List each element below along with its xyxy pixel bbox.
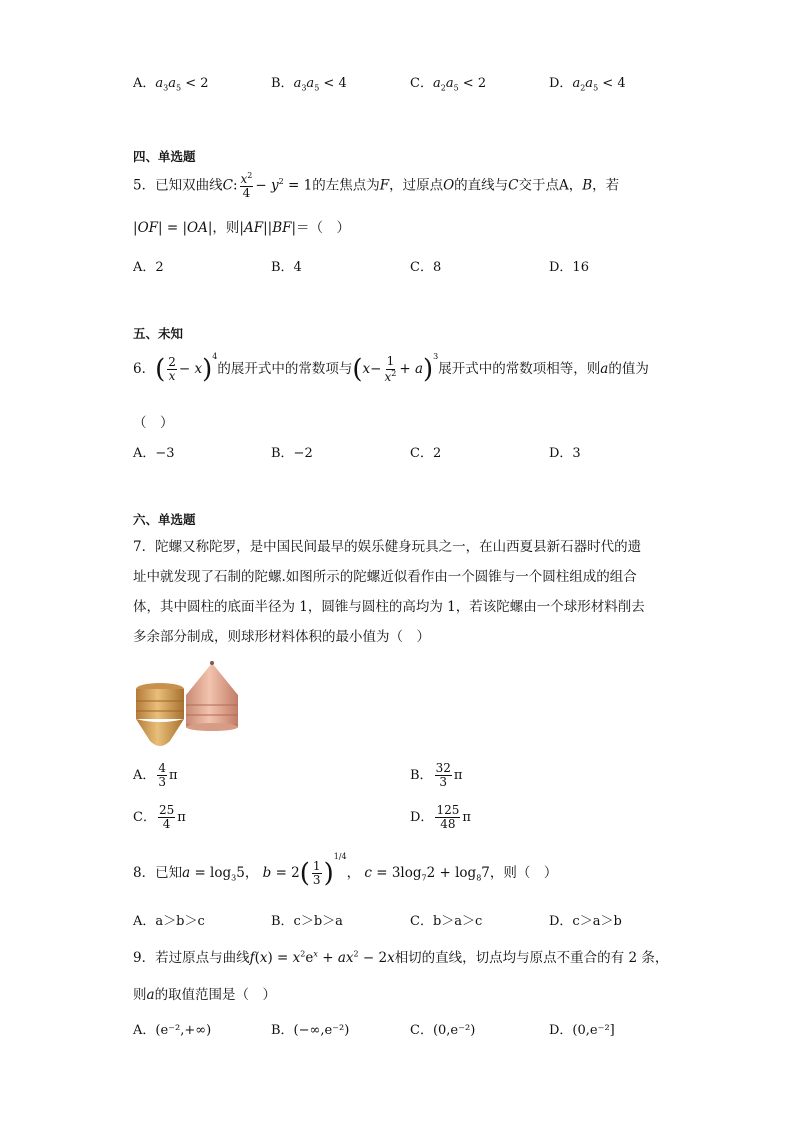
- section-title-5: 五、未知: [133, 326, 184, 341]
- q7-option-d: D． $\frac{125}{48}$ π: [410, 803, 471, 832]
- q4-option-b: B．$a_3a_5 < 4$: [271, 76, 347, 93]
- section-title-6: 六、单选题: [133, 512, 196, 527]
- question-6-line-1: 6．( $\frac{2}{x}$ − x)$^4$的展开式中的常数项与(x− $\frac{1}{x^2}$ + a)$^3$展开式中的常数项相等，则a的值为: [133, 352, 649, 385]
- q9-option-a: A．(e⁻²,+∞): [133, 1023, 212, 1038]
- question-7-line-1: 7．陀螺又称陀罗，是中国民间最早的娱乐健身玩具之一，在山西夏县新石器时代的遗: [133, 539, 642, 555]
- q8-option-d: D．c＞a＞b: [549, 914, 622, 929]
- question-7-line-3: 体，其中圆柱的底面半径为 1，圆锥与圆柱的高均为 1，若该陀螺由一个球形材料削去: [133, 599, 645, 615]
- q5-option-c: C．8: [410, 260, 442, 275]
- section-title-4: 四、单选题: [133, 149, 196, 164]
- q9-option-b: B．(−∞,e⁻²): [271, 1023, 350, 1038]
- q6-option-d: D．3: [549, 446, 581, 461]
- q7-option-a: A． $\frac{4}{3}$ π: [133, 761, 178, 790]
- q5-option-a: A．2: [133, 260, 164, 275]
- q7-option-b: B． $\frac{32}{3}$ π: [410, 761, 463, 790]
- q9-option-d: D．(0,e⁻²]: [549, 1023, 615, 1038]
- q4-option-a: A．$a_3a_5 < 2$: [133, 76, 209, 93]
- spinning-top-image: [130, 655, 240, 755]
- q5-option-b: B．4: [271, 260, 302, 275]
- q8-option-c: C．b＞a＞c: [410, 914, 483, 929]
- question-5-line-1: 5．已知双曲线C: $\frac{x^2}{4}$ − $y^2 = 1$的左焦点为F，过原点O的直线与C交于点A，B，若: [133, 171, 620, 201]
- question-5-line-2: |OF| = |OA|，则|AF||BF|＝（ ）: [133, 220, 351, 236]
- question-8: 8．已知$a = \log_35$， b = 2( $\frac{1}{3}$ )$^{1/4}$， $c = 3\log_72 + \log_87$，则（ ）: [133, 852, 558, 889]
- question-7-line-4: 多余部分制成，则球形材料体积的最小值为（ ）: [133, 629, 430, 645]
- q8-option-b: B．c＞b＞a: [271, 914, 343, 929]
- q8-option-a: A．a＞b＞c: [133, 914, 205, 929]
- q6-option-a: A．−3: [133, 446, 175, 461]
- q4-option-d: D．$a_2a_5 < 4$: [549, 76, 626, 93]
- q7-option-c: C． $\frac{25}{4}$ π: [133, 803, 186, 832]
- q9-option-c: C．(0,e⁻²): [410, 1023, 476, 1038]
- question-7-line-2: 址中就发现了石制的陀螺.如图所示的陀螺近似看作由一个圆锥与一个圆柱组成的组合: [133, 569, 637, 585]
- q4-option-c: C．$a_2a_5 < 2$: [410, 76, 487, 93]
- q6-option-c: C．2: [410, 446, 442, 461]
- q6-option-b: B．−2: [271, 446, 313, 461]
- q5-option-d: D．16: [549, 260, 589, 275]
- question-6-paren: （ ）: [133, 415, 174, 431]
- question-9-line-1: 9．若过原点与曲线$f(x) = x^2e^x + ax^2 - 2x$相切的直线，切点均与原点不重合的有 2 条，: [133, 949, 669, 966]
- question-9-line-2: 则a的取值范围是（ ）: [133, 987, 277, 1003]
